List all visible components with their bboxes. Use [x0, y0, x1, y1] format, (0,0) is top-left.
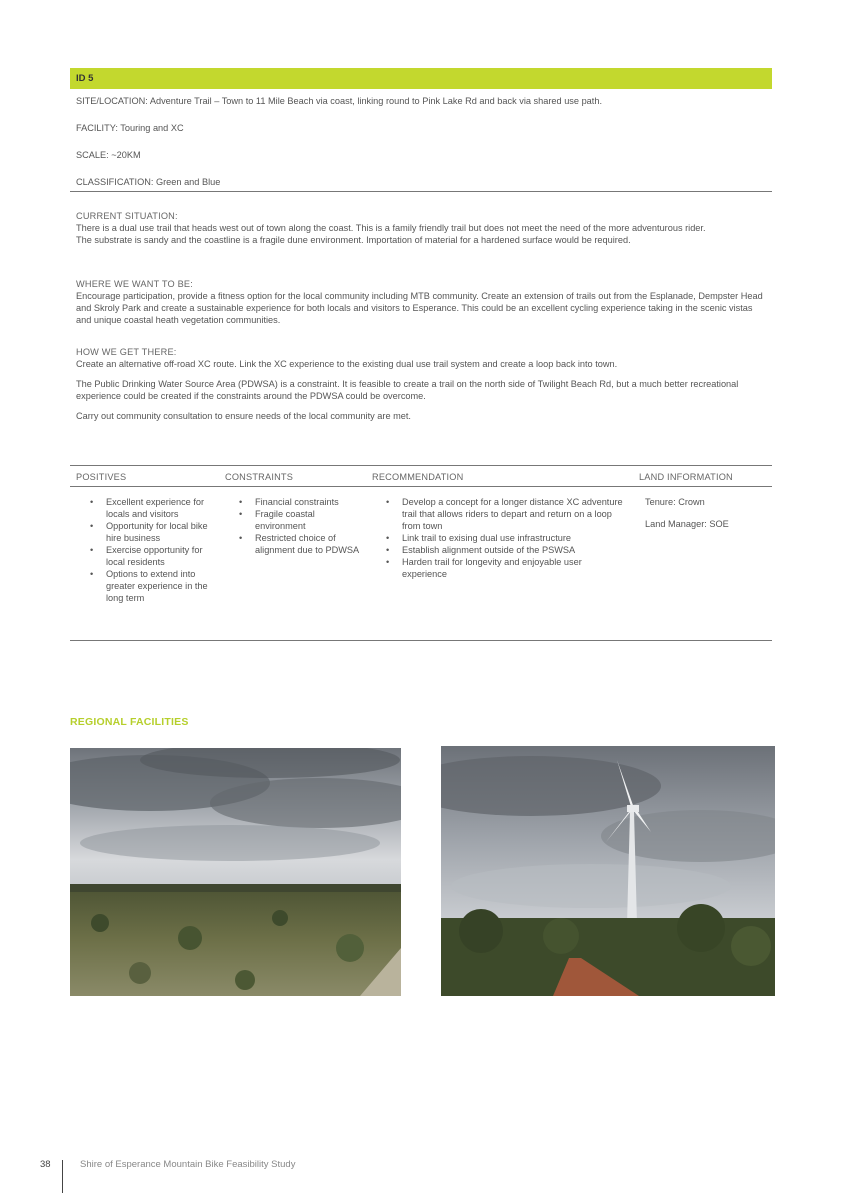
list-item: • Develop a concept for a longer distance XC adventure trail that allows riders to depart and return on a loop from town [383, 496, 623, 532]
classification-text: CLASSIFICATION: Green and Blue [76, 177, 221, 187]
list-item: • Restricted choice of alignment due to PDWSA [236, 532, 362, 556]
current-situation-heading: CURRENT SITUATION: [76, 211, 178, 221]
current-situation-paragraph: There is a dual use trail that heads west out of town along the coast. This is a family friendly trail but does not meet the need of the more adventurous rider. [76, 223, 706, 233]
land-manager-text: Land Manager: SOE [645, 519, 729, 529]
list-item: • Financial constraints [236, 496, 362, 508]
footer-divider [62, 1160, 63, 1193]
regional-facilities-heading: REGIONAL FACILITIES [70, 716, 189, 728]
recommendation-list [383, 496, 623, 580]
table-header-rule [70, 486, 772, 487]
how-we-get-there-paragraph: Create an alternative off-road XC route. Link the XC experience to the existing dual use trail system and create a loop back into town. [76, 359, 618, 369]
column-header-recommendation: RECOMMENDATION [372, 472, 464, 482]
column-header-positives: POSITIVES [76, 472, 127, 482]
where-we-want-paragraph: Encourage participation, provide a fitness option for the local community including MTB community. Create an extension of trails out from the Esplanade, Dempster Head and Skroly Park and create a sustainable experience for both locals and visitors to Esperance. This could be an excellent cycling experience taking in the scenic vistas and unique coastal heath vegetation communities. [76, 291, 763, 325]
constraints-list [236, 496, 362, 556]
wind-turbine-trail-photo [441, 746, 775, 996]
how-we-get-there-section [76, 346, 766, 422]
table-top-rule [70, 465, 772, 466]
coastal-heath-photo [70, 748, 401, 996]
list-item: • Options to extend into greater experience in the long term [87, 568, 217, 604]
list-item: • Exercise opportunity for local residents [87, 544, 217, 568]
list-item: • Opportunity for local bike hire business [87, 520, 217, 544]
site-location-text: SITE/LOCATION: Adventure Trail – Town to 11 Mile Beach via coast, linking round to Pink Lake Rd and back via shared use path. [76, 96, 603, 106]
column-header-constraints: CONSTRAINTS [225, 472, 294, 482]
list-item: • Fragile coastal environment [236, 508, 362, 532]
where-we-want-section [76, 278, 766, 326]
list-item: • Link trail to exising dual use infrastructure [383, 532, 623, 544]
current-situation-paragraph: The substrate is sandy and the coastline is a fragile dune environment. Importation of material for a hardened surface would be required. [76, 235, 631, 245]
column-header-land-information: LAND INFORMATION [639, 472, 733, 482]
scale-text: SCALE: ~20KM [76, 150, 141, 160]
tenure-text: Tenure: Crown [645, 497, 705, 507]
page-number: 38 [40, 1159, 51, 1170]
list-item: • Harden trail for longevity and enjoyable user experience [383, 556, 623, 580]
divider [70, 191, 772, 192]
how-we-get-there-heading: HOW WE GET THERE: [76, 347, 177, 357]
where-we-want-heading: WHERE WE WANT TO BE: [76, 279, 193, 289]
table-bottom-rule [70, 640, 772, 641]
current-situation-section [76, 210, 766, 246]
how-we-get-there-paragraph: The Public Drinking Water Source Area (PDWSA) is a constraint. It is feasible to create a trail on the north side of Twilight Beach Rd, but a much better recreational experience could be created if the constraints around the PDWSA could be overcome. [76, 379, 739, 401]
id-header-band: ID 5 [70, 68, 772, 89]
how-we-get-there-paragraph: Carry out community consultation to ensure needs of the local community are met. [76, 411, 411, 421]
list-item: • Establish alignment outside of the PSWSA [383, 544, 623, 556]
positives-list [87, 496, 217, 604]
facility-text: FACILITY: Touring and XC [76, 123, 184, 133]
list-item: • Excellent experience for locals and visitors [87, 496, 217, 520]
footer-title: Shire of Esperance Mountain Bike Feasibility Study [80, 1159, 296, 1170]
